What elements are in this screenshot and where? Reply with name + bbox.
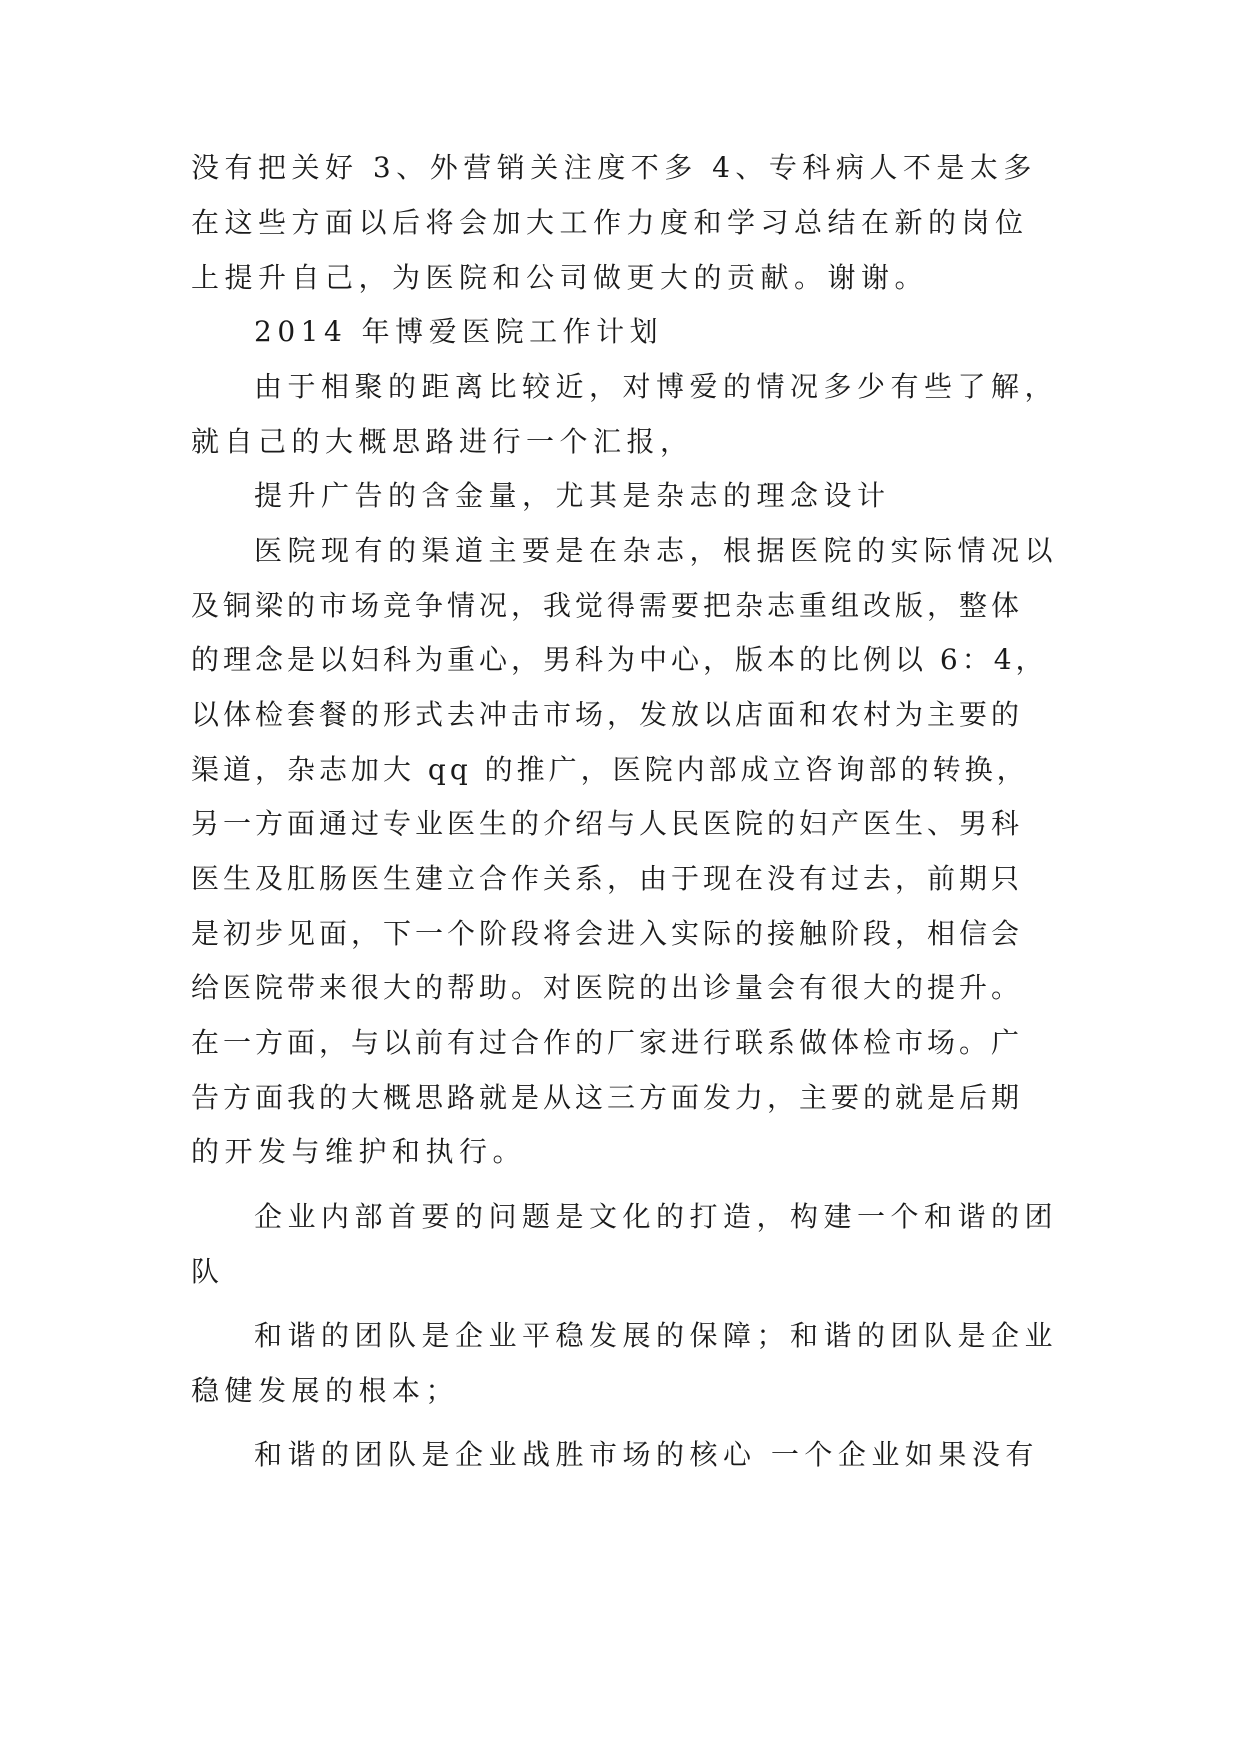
text-line: 的理念是以妇科为重心，男科为中心，版本的比例以 6：4， (191, 643, 1048, 676)
text-line: 及铜梁的市场竞争情况，我觉得需要把杂志重组改版，整体 (191, 589, 1024, 622)
text-line: 以体检套餐的形式去冲击市场，发放以店面和农村为主要的 (191, 698, 1024, 731)
text-line: 在一方面，与以前有过合作的厂家进行联系做体检市场。广 (191, 1026, 1024, 1059)
text-line: 医院现有的渠道主要是在杂志，根据医院的实际情况以 (254, 534, 1059, 567)
text-line: 的开发与维护和执行。 (191, 1135, 527, 1168)
text-line: 给医院带来很大的帮助。对医院的出诊量会有很大的提升。 (191, 971, 1024, 1004)
text-line: 是初步见面，下一个阶段将会进入实际的接触阶段，相信会 (191, 917, 1024, 950)
text-line: 渠道，杂志加大 qq 的推广，医院内部成立咨询部的转换， (191, 753, 1029, 786)
text-line: 由于相聚的距离比较近，对博爱的情况多少有些了解， (254, 370, 1059, 403)
text-line: 没有把关好 3、外营销关注度不多 4、专科病人不是太多 (191, 151, 1037, 184)
text-line: 提升广告的含金量，尤其是杂志的理念设计 (254, 479, 891, 512)
text-line: 另一方面通过专业医生的介绍与人民医院的妇产医生、男科 (191, 807, 1024, 840)
text-line: 队 (191, 1255, 225, 1288)
text-line: 医生及肛肠医生建立合作关系，由于现在没有过去，前期只 (191, 862, 1024, 895)
text-line: 和谐的团队是企业战胜市场的核心 一个企业如果没有 (254, 1438, 1039, 1471)
text-line: 和谐的团队是企业平稳发展的保障；和谐的团队是企业 (254, 1319, 1059, 1352)
section-heading: 2014 年博爱医院工作计划 (254, 315, 664, 348)
text-line: 企业内部首要的问题是文化的打造，构建一个和谐的团 (254, 1200, 1059, 1233)
text-line: 上提升自己，为医院和公司做更大的贡献。谢谢。 (191, 261, 929, 294)
text-line: 就自己的大概思路进行一个汇报， (191, 425, 694, 458)
text-line: 稳健发展的根本； (191, 1374, 460, 1407)
text-line: 在这些方面以后将会加大工作力度和学习总结在新的岗位 (191, 206, 1029, 239)
text-line: 告方面我的大概思路就是从这三方面发力，主要的就是后期 (191, 1081, 1024, 1114)
